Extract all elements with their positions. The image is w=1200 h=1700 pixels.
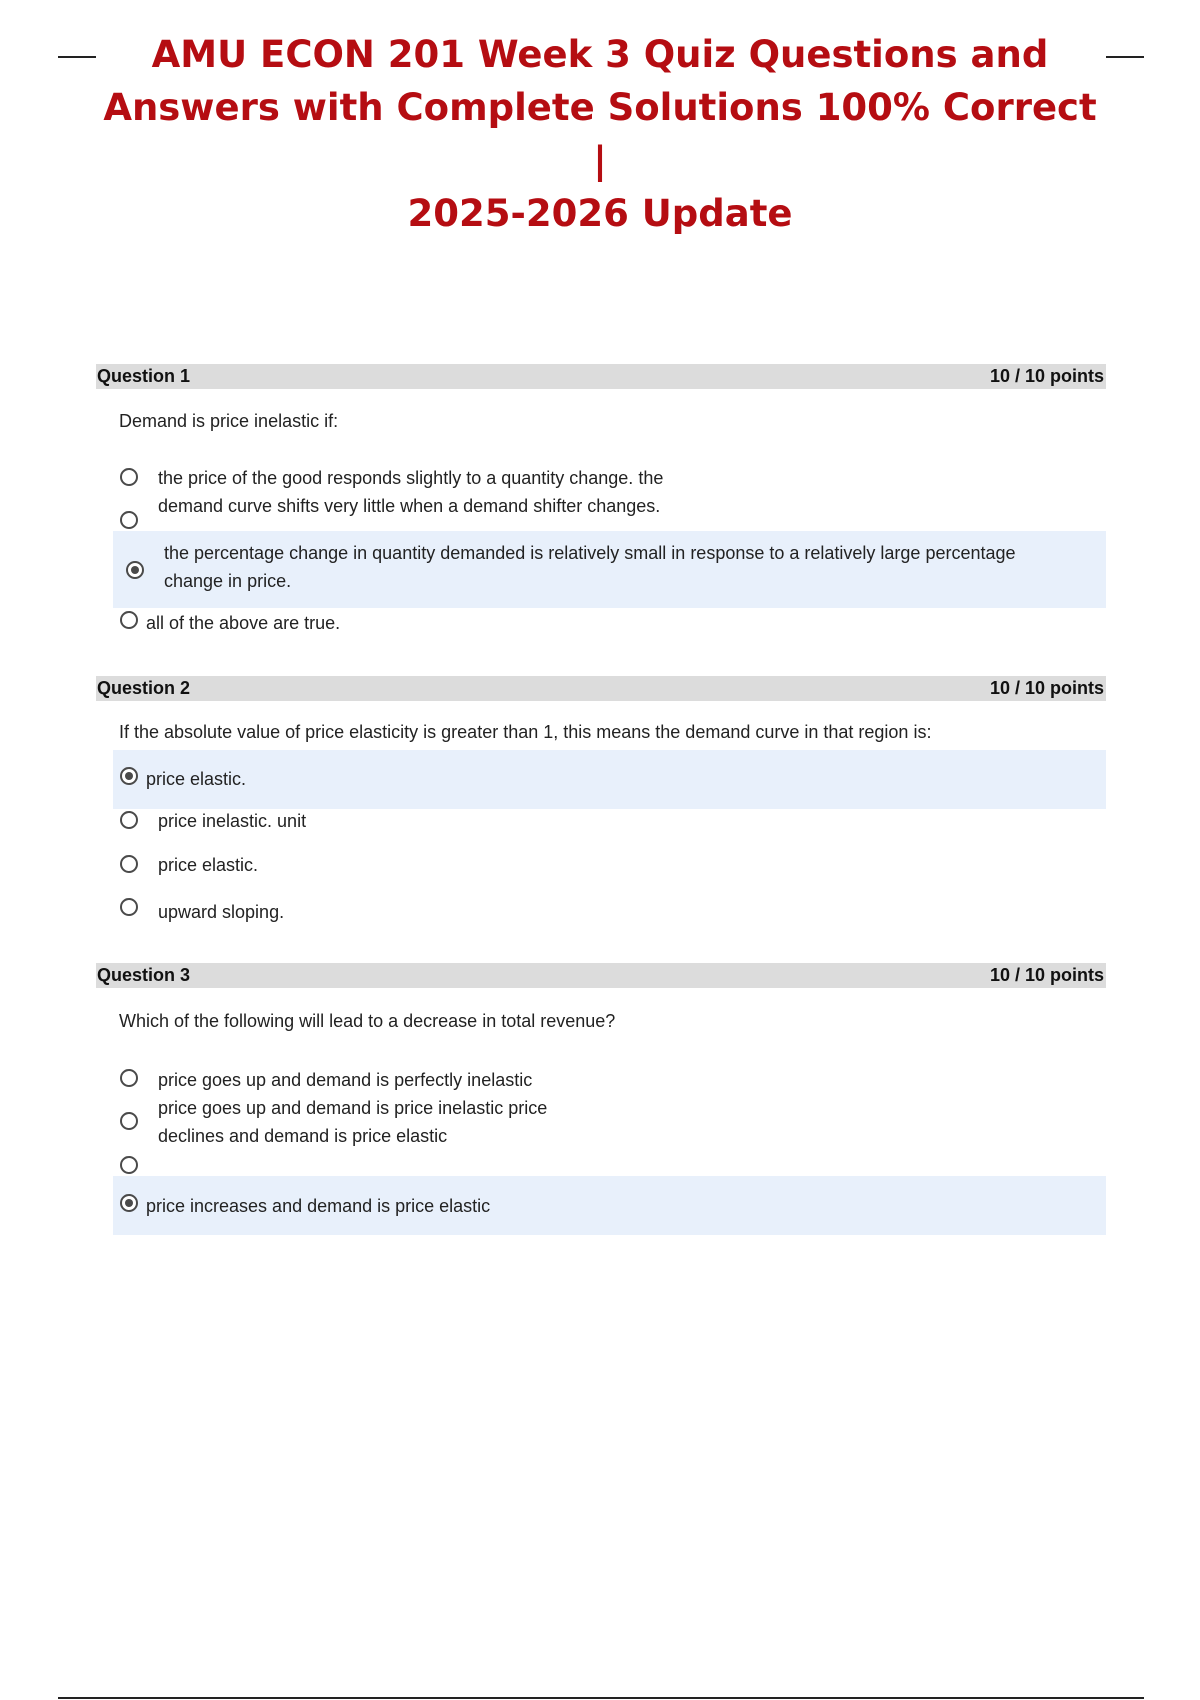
question-1-option-1-line-2: demand curve shifts very little when a demand shifter changes. (158, 496, 661, 516)
question-3-header (96, 963, 1106, 988)
question-3-prompt: Which of the following will lead to a decrease in total revenue? (119, 1011, 616, 1031)
question-3-option-2-line-2: declines and demand is price elastic (158, 1126, 448, 1146)
question-3-label: Question 3 (97, 965, 191, 985)
question-2-option-4-radio[interactable] (120, 898, 138, 916)
question-3-option-4-line-1: price increases and demand is price elastic (146, 1196, 491, 1216)
document-title (100, 28, 1100, 240)
question-2-option-1-radio[interactable] (120, 767, 138, 785)
question-2-selected-highlight (113, 750, 1106, 809)
title-rule-left (58, 56, 96, 58)
question-3-option-1-line-1: price goes up and demand is perfectly inelastic (158, 1070, 533, 1090)
question-2-option-2-radio[interactable] (120, 811, 138, 829)
question-1-option-3-line-1: the percentage change in quantity demanded is relatively small in response to a relatively large percentage (164, 543, 1016, 563)
question-3-option-2-line-1: price goes up and demand is price inelastic price (158, 1098, 548, 1118)
title-rule-right (1106, 56, 1144, 58)
question-1-option-4-radio[interactable] (120, 611, 138, 629)
question-1-prompt: Demand is price inelastic if: (119, 411, 339, 431)
question-1-option-2-radio[interactable] (120, 511, 138, 529)
question-1-option-1-line-1: the price of the good responds slightly to a quantity change. the (158, 468, 664, 488)
question-1-points: 10 / 10 points (989, 366, 1104, 386)
question-3-option-1-radio[interactable] (120, 1069, 138, 1087)
question-3-option-4-radio[interactable] (120, 1194, 138, 1212)
question-1-label: Question 1 (97, 366, 191, 386)
question-1-option-1-radio[interactable] (120, 468, 138, 486)
question-3-option-2-radio[interactable] (120, 1112, 138, 1130)
page-bottom-rule (58, 1697, 1144, 1699)
title-line-3: 2025-2026 Update (407, 192, 793, 235)
question-2-prompt: If the absolute value of price elasticity is greater than 1, this means the demand curve in that region is: (119, 722, 932, 742)
question-1-option-3-line-2: change in price. (164, 571, 292, 591)
question-1-option-3-radio[interactable] (126, 561, 144, 579)
question-2-header (96, 676, 1106, 701)
question-1-header (96, 364, 1106, 389)
question-2-label: Question 2 (97, 678, 191, 698)
question-2-option-3-line-1: price elastic. (158, 855, 259, 875)
question-2-points: 10 / 10 points (989, 678, 1104, 698)
title-line-2: Answers with Complete Solutions 100% Correct | (103, 86, 1097, 182)
question-3-option-3-radio[interactable] (120, 1156, 138, 1174)
question-2-option-1-line-1: price elastic. (146, 769, 247, 789)
question-2-option-2-line-1: price inelastic. unit (158, 811, 307, 831)
title-line-1: AMU ECON 201 Week 3 Quiz Questions and (151, 33, 1049, 76)
question-2-option-4-line-1: upward sloping. (158, 902, 285, 922)
question-1-option-4-line-1: all of the above are true. (146, 613, 341, 633)
question-3-points: 10 / 10 points (989, 965, 1104, 985)
question-2-option-3-radio[interactable] (120, 855, 138, 873)
